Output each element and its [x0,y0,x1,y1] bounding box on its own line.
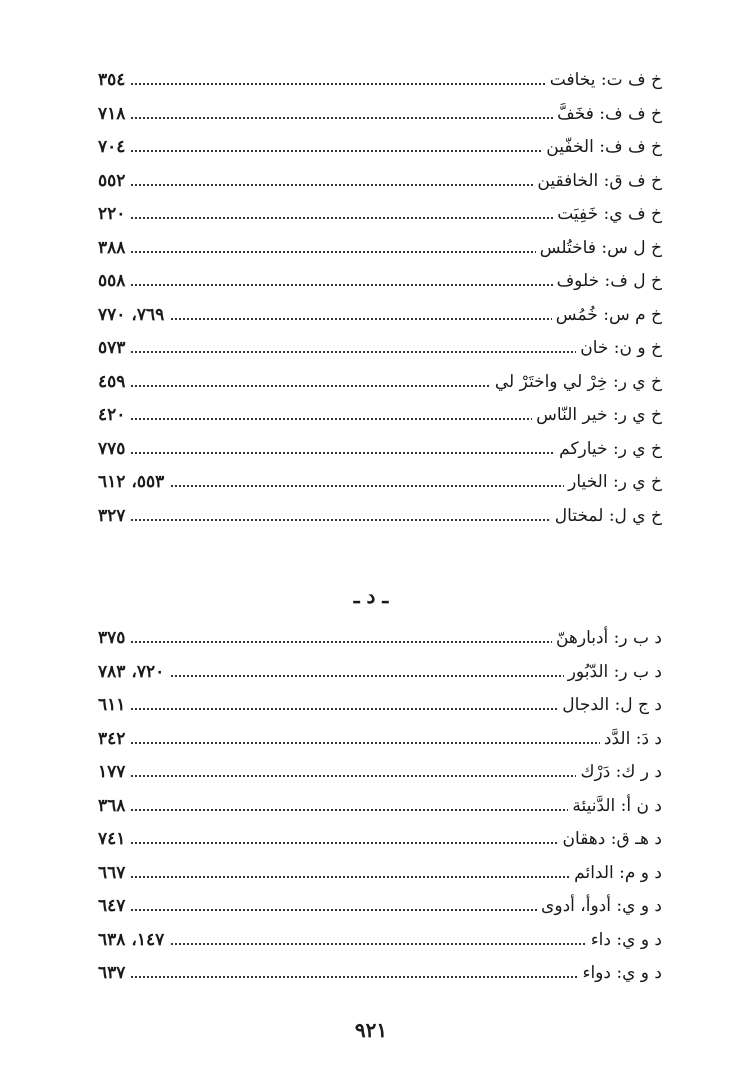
index-entry [0,299,742,333]
index-entry [0,622,742,656]
index-entry [0,366,742,400]
entry-pages: ٧٠٤ [98,135,131,159]
section-kha [0,64,742,533]
entry-key: د دَ: الدَّد [600,727,662,751]
index-entry [0,890,742,924]
entry-key: خ ي ر: خير النّاس [532,403,662,427]
index-entry [0,131,742,165]
index-entry [0,64,742,98]
entry-key: خ ي ل: لمختال [551,504,662,528]
entry-pages: ٣٦٨ [98,794,131,818]
entry-key: د ن أ: الدَّنيئة [568,794,662,818]
entry-pages: ٥٥٢ [98,169,131,193]
index-entry [0,500,742,534]
entry-pages: ٦٣٧ [98,961,131,985]
entry-key: خ ف ف: فخَفَّ [553,102,662,126]
index-entry [0,723,742,757]
entry-pages: ٤٢٠ [98,403,131,427]
entry-pages: ٧١٨ [98,102,131,126]
entry-key: خ ف ق: الخافقين [533,169,662,193]
entry-pages: ٥٥٨ [98,269,131,293]
section-heading: ـ د ـ [353,584,389,608]
entry-key: د ج ل: الدجال [558,693,662,717]
index-entry [0,857,742,891]
entry-pages: ٣٨٨ [98,236,131,260]
index-entry [0,433,742,467]
entry-pages: ٣٢٧ [98,504,131,528]
index-entry [0,924,742,958]
index-entry [0,265,742,299]
entry-key: د و م: الدائم [570,861,662,885]
entry-key: خ ي ر: خياركم [555,437,662,461]
dot-leader [112,742,652,744]
entry-pages: ٧٧٥ [98,437,131,461]
entry-pages: ٢٢٠ [98,202,131,226]
entry-pages: ٣٧٥ [98,626,131,650]
entry-pages: ٦٤٧ [98,894,131,918]
index-entry [0,98,742,132]
entry-pages: ٧٦٩، ٧٧٠ [98,303,170,327]
entry-key: د و ي: دواء [578,961,662,985]
entry-pages: ٧٤١ [98,827,131,851]
entry-key: د و ي: داء [587,928,662,952]
index-entry [0,790,742,824]
index-entry [0,332,742,366]
entry-pages: ٥٥٣، ٦١٢ [98,470,170,494]
index-entry [0,957,742,991]
dot-leader [112,943,652,945]
index-entry [0,689,742,723]
entry-key: د ر ك: دَرْك [576,760,662,784]
entry-key: خ ف ت: يخافت [546,68,662,92]
entry-key: د و ي: أدوأ، أدوى [537,894,662,918]
index-entry [0,756,742,790]
entry-key: خ ف ي: خَفِيَت [553,202,662,226]
entry-pages: ٤٥٩ [98,370,131,394]
entry-pages: ٣٥٤ [98,68,131,92]
entry-key: خ م س: خُمُس [552,303,662,327]
index-entry [0,399,742,433]
entry-key: د ب ر: أدبارهنّ [552,626,662,650]
entry-key: خ ل ف: خلوف [553,269,662,293]
entry-key: خ ي ر: الخيار [564,470,662,494]
entry-key: خ ي ر: خِرْ لي واختَرْ لي [491,370,662,394]
dot-leader [112,775,652,777]
index-entry [0,656,742,690]
index-entry [0,198,742,232]
entry-key: خ و ن: خان [576,336,662,360]
entry-key: خ ف ف: الخفّين [542,135,662,159]
entry-key: د ب ر: الدّبُور [564,660,662,684]
index-entry [0,232,742,266]
page-number: ٩٢١ [354,1018,388,1042]
entry-pages: ٦٦٧ [98,861,131,885]
index-entry [0,165,742,199]
section-dal [0,622,742,991]
entry-pages: ٣٤٢ [98,727,131,751]
index-entry [0,466,742,500]
dot-leader [112,976,652,978]
entry-pages: ١٤٧، ٦٣٨ [98,928,170,952]
entry-pages: ٧٢٠، ٧٨٣ [98,660,170,684]
index-entry [0,823,742,857]
entry-pages: ٥٧٣ [98,336,131,360]
entry-key: خ ل س: فاختُلس [536,236,662,260]
entry-pages: ١٧٧ [98,760,131,784]
entry-key: د هـ ق: دهقان [559,827,662,851]
dot-leader [112,351,652,353]
entry-pages: ٦١١ [98,693,131,717]
